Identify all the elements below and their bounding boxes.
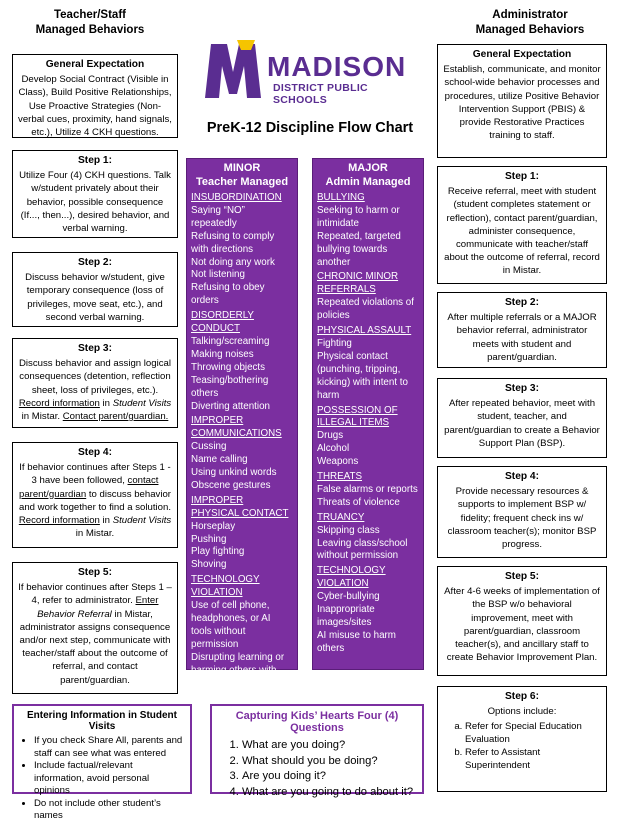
teacher-step-5 [12, 562, 178, 694]
admin-step5-title: Step 5: [505, 571, 539, 582]
minor-behavior-item: Talking/screaming [191, 335, 270, 347]
admin-step2-text: After multiple referrals or a MAJOR behavior referral, administrator meets with student and parent/guardian. [447, 312, 597, 363]
admin-step-6 [437, 686, 607, 792]
teacher-step4-title: Step 4: [78, 447, 112, 458]
teacher-step3-in: in [99, 397, 113, 409]
major-behavior-item: Leaving class/school without permission [317, 537, 408, 562]
minor-category: IMPROPER COMMUNICATIONS [191, 415, 282, 440]
minor-behavior-item: Play fighting [191, 546, 245, 558]
ckh-question: 2. What should you be doing? [242, 754, 414, 770]
admin-step3-title: Step 3: [505, 383, 539, 394]
behavior-referral-text: Behavior Referral [37, 608, 112, 620]
minor-behavior-item: Pushing [191, 533, 227, 545]
teacher-step3-text: Discuss behavior and assign logical consequences (detention, reflection sheet, loss of privileges, etc.). [19, 358, 171, 396]
teacher-step-1 [12, 150, 178, 238]
minor-list [191, 192, 293, 690]
enter-link: Enter [135, 595, 159, 607]
major-behavior-item: Inappropriate images/sites [317, 604, 375, 628]
admin-step6-intro: Options include: [487, 706, 557, 718]
teacher-step2-title: Step 2: [78, 257, 112, 268]
admin-header-line1: Administrator [492, 9, 568, 21]
major-category: PHYSICAL ASSAULT [317, 325, 412, 337]
admin-step-4 [437, 466, 607, 558]
teacher-managed-header [20, 8, 160, 38]
step6-option: b. Refer to Assistant Superintendent [465, 746, 601, 772]
minor-category: IMPROPER PHYSICAL CONTACT [191, 494, 289, 519]
minor-behavior-item: Cussing [191, 441, 227, 453]
admin-step1-text: Receive referral, meet with student (student completes statement or reflection), contact parent/guardian, administer consequence, communicate with teacher/staff about the outcome of referral, record in Mistar. [444, 186, 600, 277]
major-category: BULLYING [317, 192, 365, 203]
teacher-step4-text: If behavior continues after Steps 1 - 3 have been followed, [19, 462, 171, 487]
ckh-questions [220, 738, 414, 800]
admin-header-line2: Managed Behaviors [475, 24, 585, 36]
info-bullets [20, 735, 184, 823]
major-behavior-item: Seeking to harm or intimidate [317, 204, 400, 229]
admin-step-1 [437, 166, 607, 284]
major-subtitle: Admin Managed [325, 176, 411, 188]
record-information-link: Record information [18, 515, 100, 527]
contact-parent-link: contact parent/guardian [18, 475, 159, 500]
minor-category: DISORDERLY CONDUCT [191, 310, 254, 335]
major-category: THREATS [317, 471, 362, 483]
student-visits-text: Student Visits [112, 397, 172, 409]
teacher-step1-title: Step 1: [78, 155, 112, 166]
record-information-link: Record information [18, 397, 100, 409]
minor-behavior-item: Not doing any work [191, 256, 275, 268]
ckh-box-title: Capturing Kids’ Hearts Four (4) Questions [235, 710, 399, 734]
major-category: POSSESSION OF ILLEGAL ITEMS [317, 404, 398, 429]
major-behavior-item: Alcohol [317, 443, 350, 455]
teacher-step1-text: Utilize Four (4) CKH questions. Talk w/student privately about their behavior, possible consequence (If..., then...), desired behavior, and verbal warning. [19, 170, 171, 235]
minor-behavior-item: Horseplay [191, 520, 236, 532]
page-title: PreK-12 Discipline Flow Chart [206, 120, 414, 136]
minor-behavior-item: Not listening [191, 269, 245, 281]
major-behavior-item: Skipping class [317, 524, 380, 536]
minor-behavior-item: Refusing to comply with directions [191, 230, 275, 255]
major-behavior-item: Repeated violations of policies [317, 297, 414, 322]
teacher-step3-mistar: in Mistar. [21, 411, 63, 423]
teacher-step5-title: Step 5: [78, 567, 112, 578]
minor-header [191, 161, 293, 189]
teacher-step4-in: in [99, 515, 113, 527]
minor-behavior-item: Throwing objects [191, 361, 266, 373]
admin-step6-options [443, 720, 601, 772]
minor-behavior-item: Name calling [191, 454, 248, 466]
teacher-step-2 [12, 252, 178, 327]
minor-behavior-item: Diverting attention [191, 400, 270, 412]
major-category: TRUANCY [317, 511, 365, 523]
ckh-questions-box [210, 704, 424, 798]
teacher-step-4 [12, 442, 178, 548]
major-behavior-item: Physical contact (punching, tripping, kicking) with intent to harm [317, 350, 408, 401]
ckh-question: 4. What are you going to do about it? [242, 785, 414, 801]
minor-behavior-item: Obscene gestures [191, 479, 271, 491]
student-visits-info-box [12, 704, 192, 821]
admin-step3-text: After repeated behavior, meet with student, teacher, and parent/guardian to create a Behavior Support Plan (BSP). [444, 398, 600, 449]
minor-behavior-item: Saying “NO” repeatedly [191, 204, 245, 229]
minor-behavior-item: Use of cell phone, headphones, or AI tools without permission [191, 600, 271, 650]
step6-option: a. Refer for Special Education Evaluation [465, 720, 601, 746]
admin-general-expectation [437, 44, 607, 158]
teacher-step5-text: If behavior continues after Steps 1 – 4, refer to administrator. [18, 582, 172, 607]
teacher-step4-mistar: in Mistar. [75, 528, 115, 540]
info-bullet: • If you check Share All, parents and staff can see what was entered [34, 735, 184, 760]
teacher-general-title: General Expectation [45, 59, 145, 70]
major-category: CHRONIC MINOR REFERRALS [317, 271, 399, 296]
minor-behavior-item: Refusing to obey orders [191, 282, 265, 307]
minor-category: INSUBORDINATION [191, 192, 282, 203]
minor-behaviors-column [186, 158, 298, 689]
major-behavior-item: AI misuse to harm others [317, 629, 396, 654]
admin-step4-title: Step 4: [505, 471, 539, 482]
minor-subtitle: Teacher Managed [195, 176, 289, 188]
minor-behavior-item: Using unkind words [191, 467, 277, 479]
teacher-header-line1: Teacher/Staff [53, 9, 126, 21]
major-behavior-item: Drugs [317, 430, 344, 442]
admin-general-text: Establish, communicate, and monitor school-wide behavior processes and procedures, utilize Positive Behavior Intervention Support (PBIS) & provide Restorative Practices training to staff. [443, 64, 601, 142]
minor-behavior-item: Teasing/bothering others [191, 374, 269, 399]
teacher-step5-text2: in Mistar, administrator assigns consequence and/or next step, communicate with teacher/staff about the outcome of referral, and contact parent/guardian. [19, 608, 171, 686]
major-behavior-item: Weapons [317, 456, 359, 468]
logo-name: MADISON [267, 51, 407, 82]
info-bullet: • Include factual/relevant information, avoid personal opinions [34, 760, 184, 798]
minor-behavior-item: Making noises [191, 348, 254, 360]
minor-behavior-item: Disrupting learning or harming others with technology [191, 651, 285, 689]
admin-step-3 [437, 378, 607, 458]
admin-general-title: General Expectation [472, 49, 572, 60]
admin-managed-header [460, 8, 600, 38]
major-title: MAJOR [348, 162, 388, 174]
admin-step2-title: Step 2: [505, 297, 539, 308]
major-behavior-item: Fighting [317, 337, 352, 349]
major-behavior-item: Threats of violence [317, 496, 400, 508]
admin-step1-title: Step 1: [505, 171, 539, 182]
major-category: TECHNOLOGY VIOLATION [317, 565, 386, 590]
student-visits-text: Student Visits [112, 515, 172, 527]
major-behavior-item: False alarms or reports [317, 483, 418, 495]
major-list [317, 192, 419, 656]
info-box-title: Entering Information in Student Visits [27, 710, 177, 732]
teacher-header-line2: Managed Behaviors [35, 24, 145, 36]
madison-m-icon [197, 36, 269, 104]
major-header [317, 161, 419, 189]
ckh-question: 3. Are you doing it? [242, 769, 414, 785]
major-behavior-item: Cyber-bullying [317, 591, 380, 603]
minor-title: MINOR [223, 162, 261, 174]
teacher-step3-title: Step 3: [78, 343, 112, 354]
admin-step-5 [437, 566, 607, 676]
teacher-general-text: Develop Social Contract (Visible in Class), Build Positive Relationships, Use Proactive Strategies (Non-verbal cues, proximity, hand signals, etc.), Utilize 4 CKH questions. [18, 74, 172, 139]
contact-parent-link: Contact parent/guardian. [62, 411, 169, 423]
admin-step6-title: Step 6: [505, 691, 539, 702]
teacher-general-expectation [12, 54, 178, 138]
admin-step4-text: Provide necessary resources & supports to implement BSP w/ fidelity; frequent check ins w/ classroom teacher(s); monitor BSP progress. [447, 486, 597, 551]
major-behaviors-column [312, 158, 424, 670]
madison-logo [197, 36, 422, 104]
logo-subtitle: DISTRICT PUBLIC SCHOOLS [273, 82, 368, 106]
minor-category: TECHNOLOGY VIOLATION [191, 574, 260, 599]
minor-behavior-item: Shoving [191, 559, 227, 571]
info-bullet: • Do not include other student’s names [34, 798, 184, 823]
major-behavior-item: Repeated, targeted bullying towards another [317, 230, 401, 268]
admin-step5-text: After 4-6 weeks of implementation of the BSP w/o behavioral improvement, meet with parent/guardian, classroom teacher(s), and ancillary staff to create Behavior Improvement Plan. [444, 586, 600, 664]
teacher-step-3 [12, 338, 178, 428]
teacher-step2-text: Discuss behavior w/student, give temporary consequence (loss of privileges, move seat, etc.), and second verbal warning. [25, 272, 165, 323]
teacher-step4-text2: to discuss behavior and work together to find a solution. [19, 488, 171, 513]
ckh-question: 1. What are you doing? [242, 738, 414, 754]
admin-step-2 [437, 292, 607, 368]
